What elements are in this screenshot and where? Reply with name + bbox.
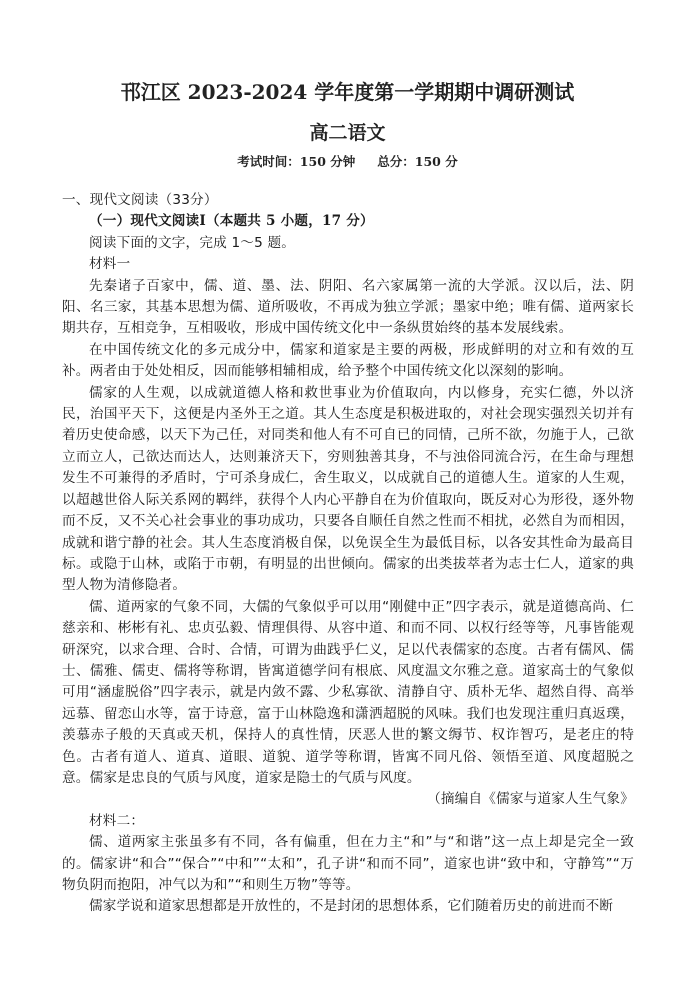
material1-paragraph: 先秦诸子百家中，儒、道、墨、法、阴阳、名六家属第一流的大学派。汉以后，法、阴阳、名三家，其基本思想为儒、道所吸收，不再成为独立学派；墨家中绝；唯有儒、道两家长期共存，互相竞争，互相吸收，形成中国传统文化中一条纵贯始终的基本发展线索。 [62,277,634,337]
exam-info [0,152,695,170]
instruction: 阅读下面的文字，完成 1～5 题。 [89,234,296,251]
material2-paragraph: 儒、道两家主张虽多有不同，各有偏重，但在力主“和”与“和谐”这一点上却是完全一致的。儒家讲“和合”“保合”“中和”“太和”，孔子讲“和而不同”，道家也讲“致中和，守静笃”“万物负阴而抱阳，冲气以为和”“和则生万物”等等。 [62,834,634,893]
section-subheading: （一）现代文阅读Ⅰ（本题共 5 小题，17 分） [89,213,374,230]
exam-time: 考试时间：150 分钟 [237,154,356,169]
material1-source: （摘编自《儒家与道家人生气象》 [427,791,634,808]
material1-paragraph: 儒家的人生观，以成就道德人格和救世事业为价值取向，内以修身，充实仁德，外以济民，治国平天下，这便是内圣外王之道。其人生态度是积极进取的，对社会现实强烈关切并有着历史使命感，以天下为己任，对同类和他人有不可自已的同情，己所不欲，勿施于人，己欲立而立人，己欲达而达人，达则兼济天下，穷则独善其身，不与浊俗同流合污，在生命与理想发生不可兼得的矛盾时，宁可杀身成仁，舍生取义，以成就自己的道德人生。道家的人生观，以超越世俗人际关系网的羁绊，获得个人内心平静自在为价值取向，既反对心为形役，逐外物而不反，又不关心社会事业的事功成功，只要各自顺任自然之性而不相扰，必然自为而相因，成就和谐宁静的社会。其人生态度消极自保，以免误全生为最低目标，以各安其性命为最高目标。或隐于山林，或陷于市朝，有明显的出世倾向。儒家的出类拔萃者为志士仁人，道家的典型人物为清修隐者。 [62,384,634,594]
material1-paragraph: 儒、道两家的气象不同，大儒的气象似乎可以用“刚健中正”四字表示，就是道德高尚、仁慈亲和、彬彬有礼、忠贞弘毅、情理俱得、从容中道、和而不同、以权行经等等，凡事皆能观研深究，以求合理、合时、合情，可谓为曲践乎仁义，足以代表儒家的态度。古者有儒风、儒士、儒雅、儒吏、儒将等称谓，皆寓道德学问有根底、风度温文尔雅之意。道家高士的气象似可用“涵虚脱俗”四字表示，就是内敛不露、少私寡欲、清静自守、质朴无华、超然自得、高举远慕、留恋山水等，富于诗意，富于山林隐逸和潇洒超脱的风味。我们也发现注重归真返璞，羡慕赤子般的天真或天机，保持人的真性情，厌恶人世的繁文缛节、权诈智巧，是老庄的特色。古者有道人、道真、道眼、道貌、道学等称谓，皆寓不同凡俗、领悟至道、风度超脱之意。儒家是忠良的气质与风度，道家是隐士的气质与风度。 [62,598,634,786]
section-heading: 一、现代文阅读（33分） [62,192,218,208]
exam-title: 邗江区 2023-2024 学年度第一学期期中调研测试 [120,80,575,104]
material1-paragraph: 在中国传统文化的多元成分中，儒家和道家是主要的两极，形成鲜明的对立和有效的互补。两者由于处处相反，因而能够相辅相成，给予整个中国传统文化以深刻的影响。 [62,341,634,380]
subject-title: 高二语文 [309,122,386,144]
material1-label: 材料一 [89,256,131,273]
total-score: 总分：150 分 [377,154,458,169]
material2-paragraph: 儒家学说和道家思想都是开放性的，不是封闭的思想体系，它们随着历史的前进而不断 [89,898,614,915]
reading-section [62,190,634,918]
material2-label: 材料二： [89,812,145,829]
